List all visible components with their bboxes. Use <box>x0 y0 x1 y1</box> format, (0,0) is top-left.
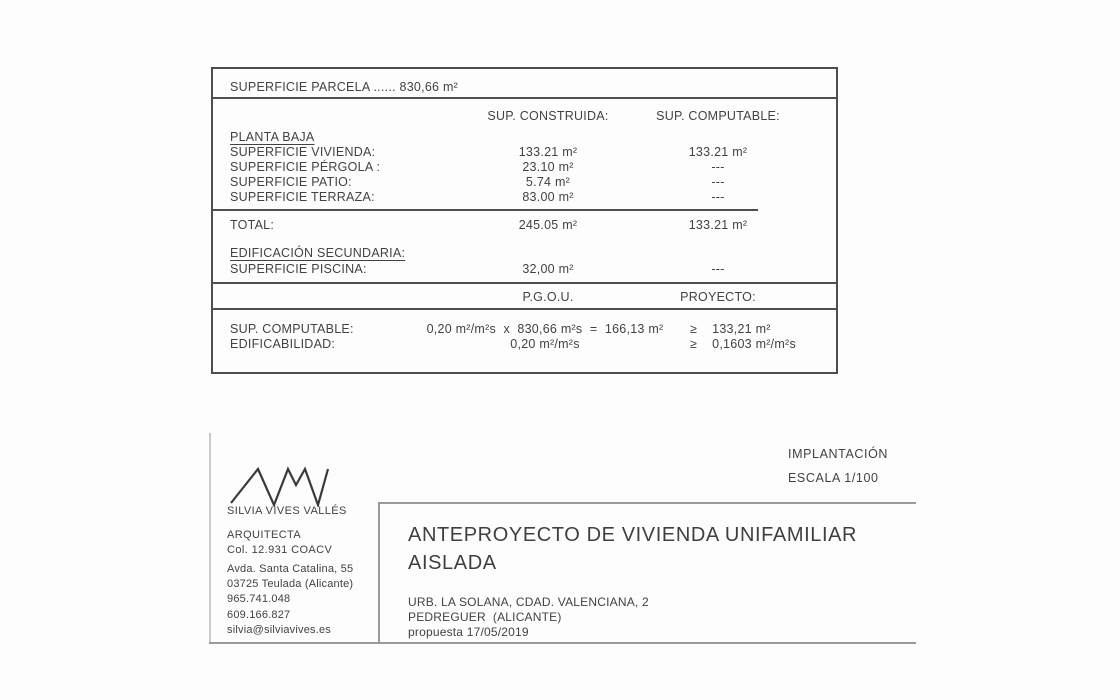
total-label: TOTAL: <box>230 217 275 232</box>
row-label: SUPERFICIE PISCINA: <box>230 261 367 276</box>
row-label: EDIFICABILIDAD: <box>230 336 336 351</box>
address-line-2: 03725 Teulada (Alicante) <box>227 578 354 591</box>
row-construida: 5.74 m² <box>525 174 571 189</box>
drawing-scale: ESCALA 1/100 <box>788 471 879 485</box>
row-computable: --- <box>711 174 725 189</box>
row-label: SUPERFICIE PATIO: <box>230 174 352 189</box>
architect-name: SILVIA VIVES VALLÉS <box>227 505 347 517</box>
address-line-1: Avda. Santa Catalina, 55 <box>227 563 354 575</box>
phone-1: 965.741.048 <box>227 593 291 606</box>
row-construida: 23.10 m² <box>522 160 574 175</box>
section-edificacion-secundaria <box>213 246 836 261</box>
titleblock-bottom-rule <box>209 642 916 644</box>
divider <box>213 308 836 310</box>
table-row <box>230 160 836 175</box>
parcela-row <box>213 77 836 97</box>
row-construida: 133.21 m² <box>518 145 578 160</box>
architect-college: Col. 12.931 COACV <box>227 544 333 556</box>
email: silvia@silviavives.es <box>227 623 332 636</box>
row-pgou-value: 0,20 m²/m²s <box>510 336 580 351</box>
phone-2: 609.166.827 <box>227 608 291 621</box>
table-row <box>230 145 836 160</box>
location-line-2: PEDREGUER (ALICANTE) <box>408 610 562 625</box>
col-proyecto-header: PROYECTO: <box>680 289 756 304</box>
partial-divider <box>213 209 758 211</box>
comparison-operator: ≥ <box>690 336 698 351</box>
table-row <box>230 189 836 204</box>
divider <box>213 282 836 284</box>
row-proyecto-value: 133,21 m² <box>712 321 771 336</box>
total-construida: 245.05 m² <box>518 217 578 232</box>
project-title <box>408 521 908 577</box>
normativa-row <box>230 336 836 351</box>
left-rule <box>209 433 211 644</box>
proposal-date: propuesta 17/05/2019 <box>408 625 529 640</box>
planta-baja-title: PLANTA BAJA <box>230 130 315 144</box>
architect-role: ARQUITECTA <box>227 529 302 541</box>
col-construida-header: SUP. CONSTRUIDA: <box>487 108 609 123</box>
edificacion-secundaria-title: EDIFICACIÓN SECUNDARIA: <box>230 246 406 261</box>
total-computable: 133.21 m² <box>688 217 748 232</box>
divider <box>213 97 836 99</box>
project-title-line-2: AISLADA <box>408 552 497 574</box>
row-label: SUPERFICIE VIVIENDA: <box>230 145 376 160</box>
row-computable: --- <box>711 160 725 175</box>
titleblock-left-rule <box>378 502 380 644</box>
row-computable: --- <box>711 261 725 276</box>
titleblock-top-rule <box>378 502 916 504</box>
project-location <box>408 595 649 641</box>
total-row <box>230 217 836 232</box>
row-label: SUPERFICIE PÉRGOLA : <box>230 160 381 175</box>
parcela-label: SUPERFICIE PARCELA ...... 830,66 m² <box>230 80 459 94</box>
col-computable-header: SUP. COMPUTABLE: <box>656 108 780 123</box>
col-pgou-header: P.G.O.U. <box>522 289 574 304</box>
row-label: SUP. COMPUTABLE: <box>230 321 354 336</box>
drawing-name: IMPLANTACIÓN <box>788 447 889 461</box>
row-construida: 83.00 m² <box>522 189 574 204</box>
architect-zigzag-logo-icon <box>228 451 330 507</box>
row-computable: --- <box>711 189 725 204</box>
project-title-line-1: ANTEPROYECTO DE VIVIENDA UNIFAMILIAR <box>408 524 858 546</box>
normativa-header-row <box>230 289 836 304</box>
table-row <box>230 261 836 276</box>
normativa-row <box>230 321 836 336</box>
column-header-row <box>230 108 836 123</box>
architect-contact <box>227 562 353 638</box>
surface-schedule-table <box>211 67 838 374</box>
location-line-1: URB. LA SOLANA, CDAD. VALENCIANA, 2 <box>408 595 649 609</box>
row-proyecto-value: 0,1603 m²/m²s <box>712 336 796 351</box>
comparison-operator: ≥ <box>690 321 698 336</box>
row-construida: 32,00 m² <box>522 261 574 276</box>
table-row <box>230 175 836 190</box>
row-label: SUPERFICIE TERRAZA: <box>230 189 375 204</box>
row-pgou-value: 0,20 m²/m²s x 830,66 m²s = 166,13 m² <box>426 321 664 336</box>
row-computable: 133.21 m² <box>688 145 748 160</box>
section-planta-baja <box>213 130 836 145</box>
architect-credentials <box>227 528 332 558</box>
